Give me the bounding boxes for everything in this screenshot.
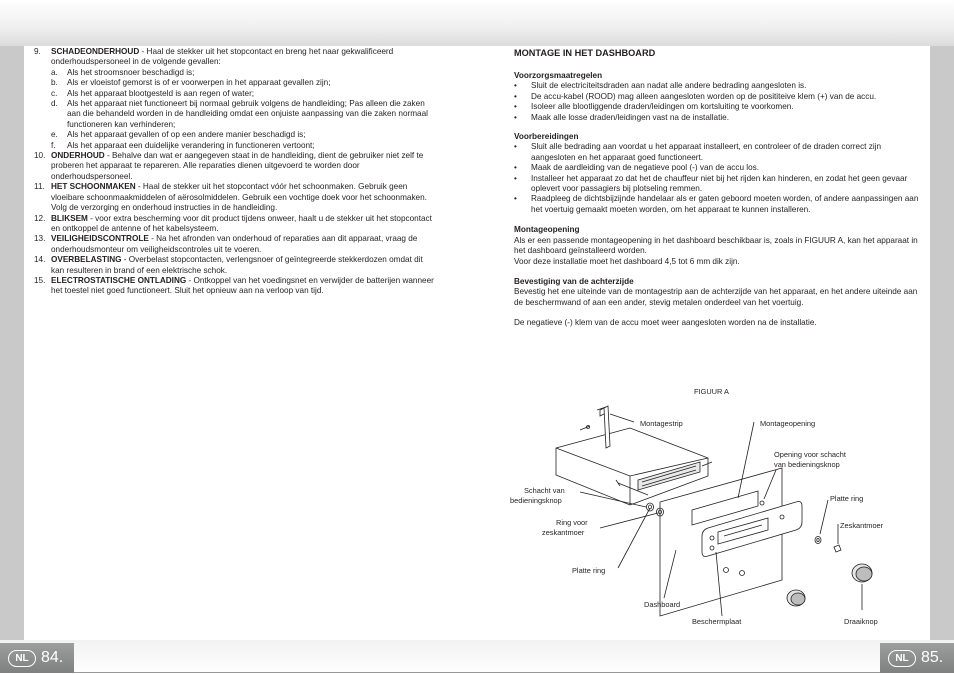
list-item: • Isoleer alle blootliggende draden/leidingen om kortsluiting te voorkomen. [514,102,794,112]
label-schacht-2: bedieningsknop [510,496,562,505]
figure-a [500,380,920,640]
figure-caption: FIGUUR A [694,387,729,396]
right-margin-bar [930,46,954,640]
list-item: 10. ONDERHOUD - Behalve dan wat er aangegeven staat in de handleiding, dient de gebruiker niet zelf te proberen het apparaat te repareren. Alle reparaties dienen uitgevoerd te worden door onderhoudspersoneel. [34,151,424,181]
sub-item: b. Als er vloeistof gemorst is of er voorwerpen in het apparaat gevallen zijn; [51,78,331,88]
list-item: • Maak de aardleiding van de negatieve pool (-) van de accu los. [514,163,760,173]
page-number-right [880,643,954,673]
list-item: 13. VEILIGHEIDSCONTROLE - Na het afronden van onderhoud of reparaties aan dit apparaat, vraag de onderhoudsmonteur om veiligheidscontroles uit te voeren. [34,234,418,254]
installation-section [514,47,924,329]
page-number-text-right: 85. [921,649,944,666]
preparations-heading: Voorbereidingen [514,132,579,142]
list-item: 9. SCHADEONDERHOUD - Haal de stekker uit het stopcontact en breng het naar gekwalificeerd onderhoudspersoneel in de volgende gevallen: a. Als het stroomsnoer beschadigd is; b. Als er vloeistof gemorst is of er voorwerpen in het apparaat gevallen zijn; c. Als het apparaat blootgesteld is aan regen of water; d. Als het apparaat niet functioneert bij normaal gebruik volgens de handleiding; Pas alleen die zaken aan die behandeld worden in de handleiding omdat een onjuiste aanpassing van die zaken normaal functioneren kan verhinderen; e. Als het apparaat gevallen of op een andere manier beschadigd is; f. Als het apparaat een duidelijke verandering in functioneren vertoont; [34,47,434,151]
rear-mount-text: Bevestig het ene uiteinde van de montagestrip aan de achterzijde van het apparaat, en het andere uiteinde aan de beschermwand of aan een ander, stevig metalen onderdeel van het voertuig. [514,287,918,307]
list-item: 14. OVERBELASTING - Overbelast stopcontacten, verlengsnoer of geïntegreerde stekkerdozen omdat dit kan resulteren in brand of een elektrische schok. [34,255,423,275]
label-montageopening: Montageopening [760,419,816,428]
opening-text: Als er een passende montageopening in het dashboard beschikbaar is, zoals in FIGUUR A, kan het apparaat in het dashboard geïnstalleerd worden. [514,235,918,256]
label-montagestrip: Montagestrip [640,419,683,428]
label-opening-schacht-1: Opening voor schacht [774,450,846,459]
label-ring-2: zeskantmoer [542,528,585,537]
sub-item: d. Als het apparaat niet functioneert bij normaal gebruik volgens de handleiding; Pas alleen die zaken aan die behandeld worden in de handleiding omdat een onjuiste aanpassing van die zaken normaal functioneren kan verhinderen; [51,99,428,129]
list-item: • Sluit alle bedrading aan voordat u het apparaat installeert, en controleer of de draden correct zijn aangesloten en het apparaat goed functioneert. [514,142,882,162]
label-dashboard: Dashboard [644,600,681,609]
label-beschermplaat: Beschermplaat [692,617,742,626]
label-ring-1: Ring voor [556,518,588,527]
footer-rule [74,672,880,673]
list-item: • Raadpleeg de dichtsbijzijnde handelaar als er gaten geboord moeten worden, of andere aanpassingen aan het voertuig gemaakt moeten worden, om het apparaat te kunnen installeren. [514,194,919,214]
label-schacht-1: Schacht van [524,486,565,495]
list-item: • Maak alle losse draden/leidingen vast na de installatie. [514,112,729,122]
label-draaiknop: Draaiknop [844,617,878,626]
precautions-heading: Voorzorgsmaatregelen [514,71,603,80]
language-badge-left: NL [8,650,36,667]
label-platte-ring-left: Platte ring [572,566,606,575]
page-number-text-left: 84. [41,649,64,666]
battery-reconnect-text: De negatieve (-) klem van de accu moet weer aangesloten worden na de installatie. [514,318,817,328]
language-badge-right: NL [888,650,916,667]
list-item: 12. BLIKSEM - voor extra bescherming voor dit product tijdens onweer, haalt u de stekker uit het stopcontact en ontkoppel de antenne of het kabelsysteem. [34,213,432,233]
list-item: 15. ELECTROSTATISCHE ONTLADING - Ontkoppel van het voedingsnet en verwijder de batterijen wanneer het toestel niet goed functioneert. Sluit het opnieuw aan na verloop van tijd. [34,275,434,296]
sub-item: c. Als het apparaat blootgesteld is aan regen of water; [51,88,255,98]
list-item: • Installeer het apparaat zo dat het de chauffeur niet bij het rijden kan hinderen, en zodat het geen gevaar oplevert voor passagiers bij plotseling remmen. [514,173,908,194]
label-zeskantmoer: Zeskantmoer [840,521,884,530]
header-band [0,0,954,46]
list-item: • Sluit de electriciteitsdraden aan nadat alle andere bedrading aangesloten is. [514,81,807,91]
label-opening-schacht-2: van bedieningsknop [774,460,840,469]
list-item: 11. HET SCHOONMAKEN - Haal de stekker uit het stopcontact vóór het schoonmaken. Gebruik geen vloeibare schoonmaakmiddelen of aërosolmiddelen. Gebruik een vochtige doek voor het schoonmaken. Volg de verzorging en onderhoud instructies in de handleiding. [34,182,427,213]
sub-item: a. Als het stroomsnoer beschadigd is; [51,67,195,77]
opening-heading: Montageopening [514,225,580,235]
installation-diagram [500,380,920,640]
sub-item: e. Als het apparaat gevallen of op een andere manier beschadigd is; [51,130,306,140]
list-item: • De accu-kabel (ROOD) mag alleen aangesloten worden op de posititeive klem (+) van de accu. [514,91,877,101]
label-platte-ring-right: Platte ring [830,494,864,503]
sub-item: f. Als het apparaat een duidelijke verandering in functioneren vertoont; [51,140,315,150]
footer-band [0,640,954,675]
page-number-left [0,643,74,673]
opening-thickness-text: Voor deze installatie moet het dashboard 4,5 tot 6 mm dik zijn. [514,256,740,266]
safety-instructions-list [34,47,434,297]
section-title: MONTAGE IN HET DASHBOARD [514,48,656,58]
rear-mount-heading: Bevestiging van de achterzijde [514,276,634,286]
left-margin-bar [0,46,24,640]
